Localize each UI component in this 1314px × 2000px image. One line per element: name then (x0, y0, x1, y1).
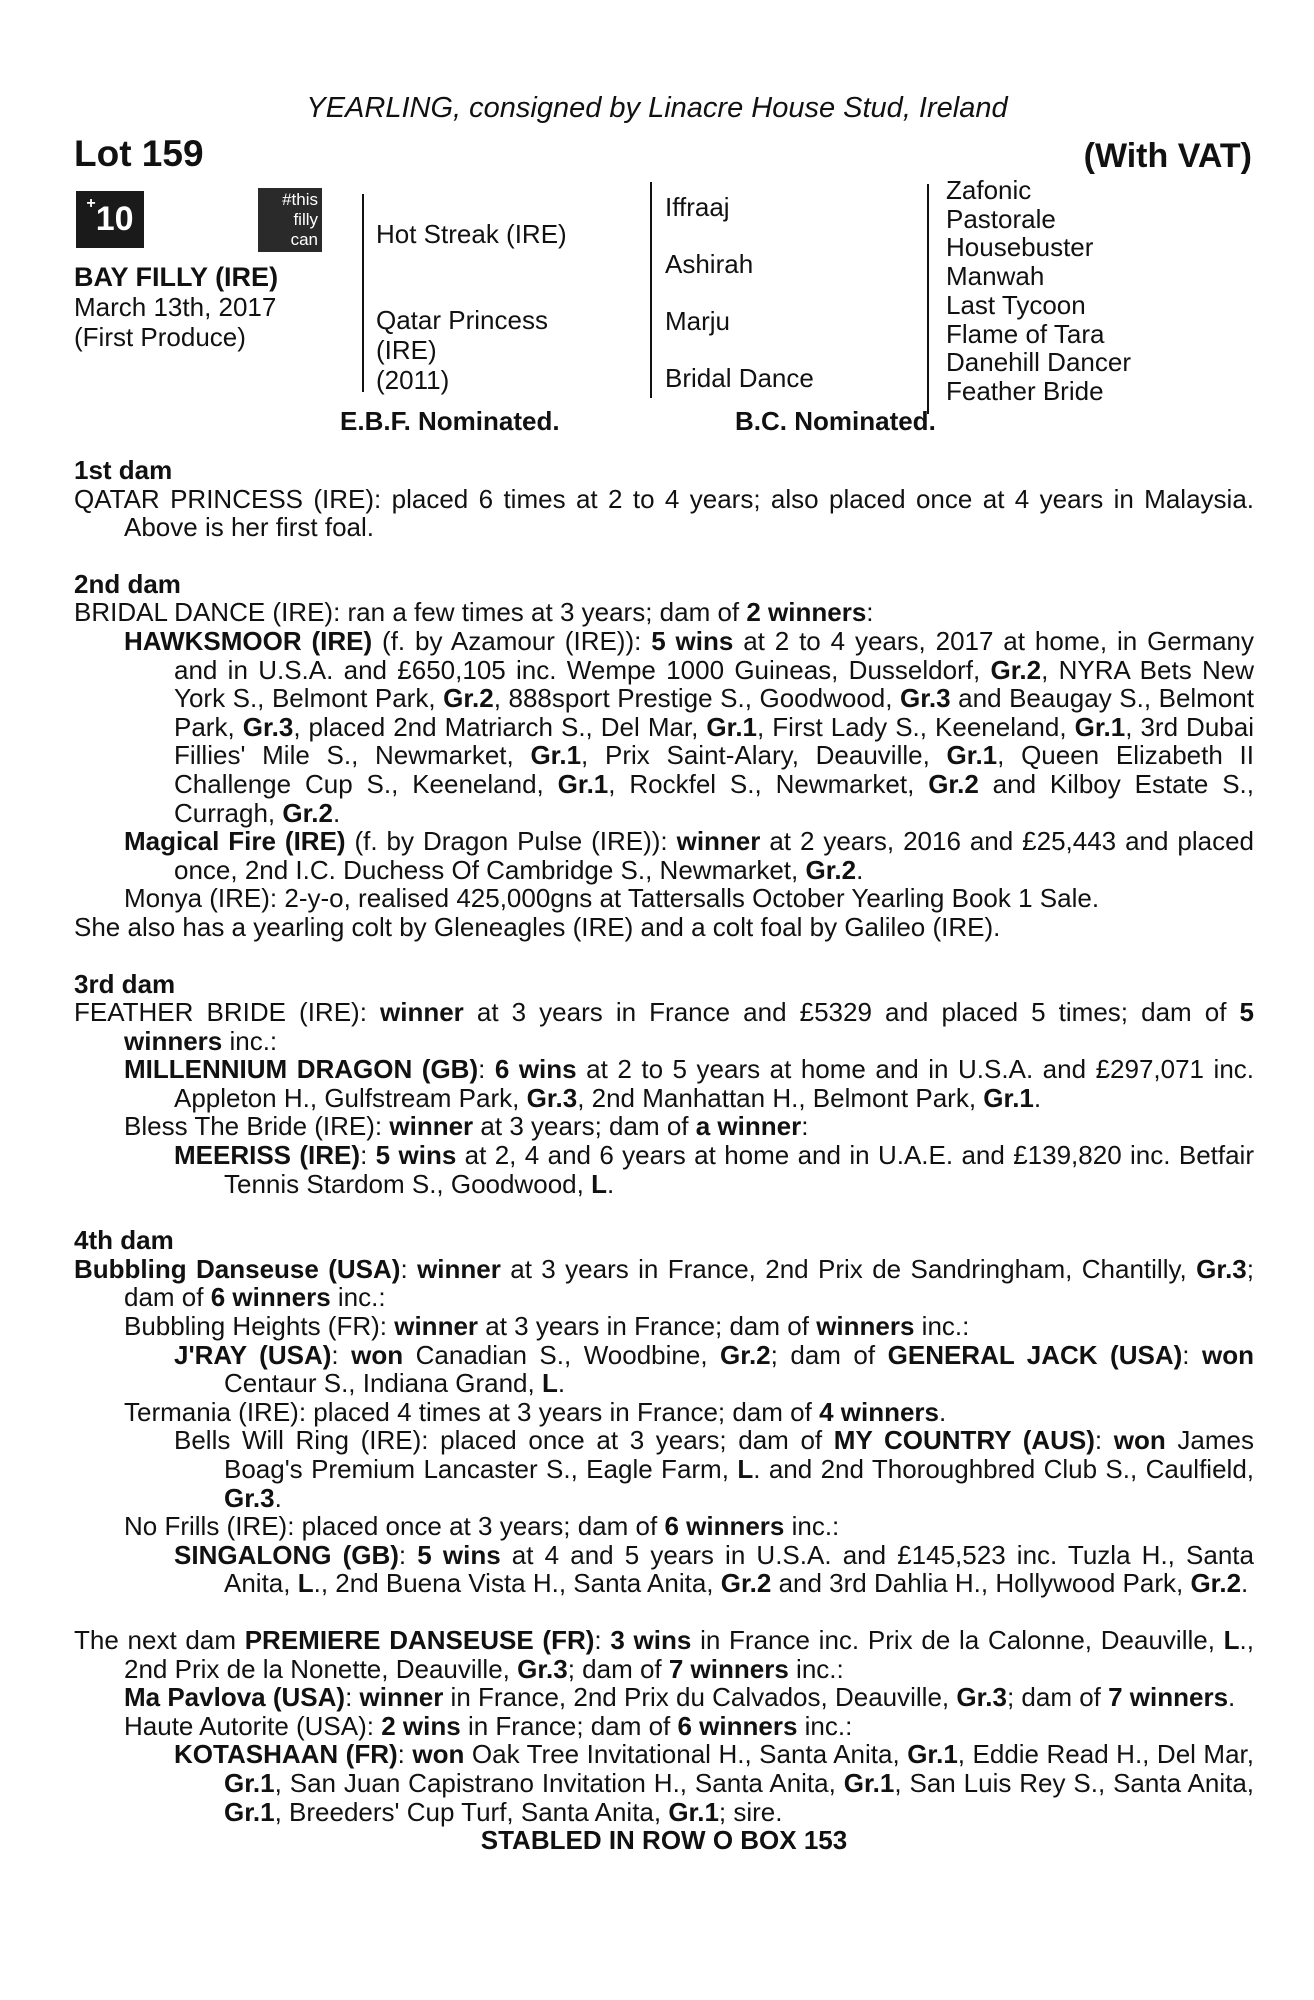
second-dam-heading: 2nd dam (74, 568, 181, 599)
ebf-nomination: E.B.F. Nominated. (340, 406, 560, 436)
pedigree-great-grandparents: Zafonic Pastorale Housebuster Manwah Last Tycoon Flame of Tara Danehill Dancer Feather Bride (946, 175, 1131, 406)
produce-jray: J'RAY (USA): won Canadian S., Woodbine, Gr.2; dam of GENERAL JACK (USA): won Centaur S., Indiana Grand, L. (174, 1339, 1255, 1399)
second-dam-also: She also has a yearling colt by Gleneagles (IRE) and a colt foal by Galileo (IRE). (74, 911, 1001, 942)
pedigree-dam: Qatar Princess (IRE) (2011) (376, 305, 548, 395)
produce-monya: Monya (IRE): 2-y-o, realised 425,000gns at Tattersalls October Yearling Book 1 Sale. (124, 883, 1100, 914)
this-filly-can-badge-icon: #this filly can (258, 188, 322, 252)
vat-status: (With VAT) (1083, 137, 1252, 175)
produce-magical-fire: Magical Fire (IRE) (f. by Dragon Pulse (IRE)): winner at 2 years, 2016 and £25,443 and placed once, 2nd I.C. Duchess Of Cambridge S., Newmarket, Gr.2. (124, 826, 1254, 885)
pedigree-bracket (650, 182, 652, 398)
horse-name: BAY FILLY (IRE) (74, 262, 279, 292)
pedigree-grandsire: Iffraaj (665, 192, 730, 222)
first-dam-text: QATAR PRINCESS (IRE): placed 6 times at 2 to 4 years; also placed once at 4 years in Malaysia. Above is her first foal. (74, 483, 1254, 543)
bc-nomination: B.C. Nominated. (735, 406, 936, 436)
third-dam-intro: FEATHER BRIDE (IRE): winner at 3 years in France and £5329 and placed 5 times; dam of 5 winners inc.: (74, 997, 1254, 1056)
fourth-dam-heading: 4th dam (74, 1225, 174, 1256)
produce-termania: Termania (IRE): placed 4 times at 3 years in France; dam of 4 winners. (124, 1396, 947, 1427)
produce-hawksmoor: HAWKSMOOR (IRE) (f. by Azamour (IRE)): 5 wins at 2 to 4 years, 2017 at home, in Germany and in U.S.A. and £650,105 inc. Wempe 1000 Guineas, Dusseldorf, Gr.2, NYRA Bets New York S., Belmont Park, Gr.2, 888sport Prestige S., Goodwood, Gr.3 and Beaugay S., Belmont Park, Gr.3, placed 2nd Matriarch S., Del Mar, Gr.1, First Lady S., Keeneland, Gr.1, 3rd Dubai Fillies' Mile S., Newmarket, Gr.1, Prix Saint-Alary, Deauville, Gr.1, Queen Elizabeth II Challenge Cup S., Keeneland, Gr.1, Rockfel S., Newmarket, Gr.2 and Kilboy Estate S., Curragh, Gr.2. (124, 625, 1255, 828)
second-dam-intro: BRIDAL DANCE (IRE): ran a few times at 3 years; dam of 2 winners: (74, 597, 874, 628)
produce-meeriss: MEERISS (IRE): 5 wins at 2, 4 and 6 years at home and in U.A.E. and £139,820 inc. Betfair Tennis Stardom S., Goodwood, L. (174, 1140, 1254, 1199)
produce-millennium-dragon: MILLENNIUM DRAGON (GB): 6 wins at 2 to 5 years at home and in U.S.A. and £297,071 inc. Appleton H., Gulfstream Park, Gr.3, 2nd Manhattan H., Belmont Park, Gr.1. (124, 1054, 1255, 1113)
produce-bless-the-bride: Bless The Bride (IRE): winner at 3 years; dam of a winner: (124, 1111, 809, 1142)
produce-singalong: SINGALONG (GB): 5 wins at 4 and 5 years in U.S.A. and £145,523 inc. Tuzla H., Santa Anita, L., 2nd Buena Vista H., Santa Anita, Gr.2 and 3rd Dahlia H., Hollywood Park, Gr.2. (174, 1539, 1254, 1599)
produce-bells-will-ring: Bells Will Ring (IRE): placed once at 3 years; dam of MY COUNTRY (AUS): won James Boag's Premium Lancaster S., Eagle Farm, L. and 2nd Thoroughbred Club S., Caulfield, Gr.3. (174, 1425, 1254, 1513)
produce-bubbling-heights: Bubbling Heights (FR): winner at 3 years in France; dam of winners inc.: (124, 1311, 970, 1342)
pedigree-bracket (362, 194, 364, 392)
produce-ma-pavlova: Ma Pavlova (USA): winner in France, 2nd Prix du Calvados, Deauville, Gr.3; dam of 7 winners. (124, 1682, 1236, 1713)
horse-info (74, 262, 278, 352)
plus10-badge-icon: +10 (76, 191, 144, 248)
stabling-info: STABLED IN ROW O BOX 153 (480, 1825, 848, 1856)
produce-kotashaan: KOTASHAAN (FR): won Oak Tree Invitational H., Santa Anita, Gr.1, Eddie Read H., Del Mar, Gr.1, San Juan Capistrano Invitation H., Santa Anita, Gr.1, San Luis Rey S., Santa Anita, Gr.1, Breeders' Cup Turf, Santa Anita, Gr.1; sire. (174, 1739, 1255, 1827)
pedigree-second-dam: Bridal Dance (665, 363, 814, 393)
lot-number: Lot 159 (74, 133, 204, 174)
fourth-dam-intro: Bubbling Danseuse (USA): winner at 3 years in France, 2nd Prix de Sandringham, Chantilly, Gr.3; dam of 6 winners inc.: (74, 1253, 1254, 1313)
consignor-line: YEARLING, consigned by Linacre House Stud, Ireland (306, 92, 1008, 124)
next-dam-intro: The next dam PREMIERE DANSEUSE (FR): 3 wins in France inc. Prix de la Calonne, Deauville, L., 2nd Prix de la Nonette, Deauville, Gr.3; dam of 7 winners inc.: (74, 1624, 1254, 1684)
pedigree-granddam: Ashirah (665, 249, 754, 279)
third-dam-heading: 3rd dam (74, 968, 176, 999)
pedigree-notes (74, 456, 1254, 1855)
pedigree-sire: Hot Streak (IRE) (376, 219, 567, 249)
produce-haute-autorite: Haute Autorite (USA): 2 wins in France; dam of 6 winners inc.: (124, 1710, 853, 1741)
pedigree-damsire: Marju (665, 306, 731, 336)
pedigree-bracket (927, 184, 929, 414)
produce-no-frills: No Frills (IRE): placed once at 3 years; dam of 6 winners inc.: (124, 1511, 840, 1542)
horse-dob: March 13th, 2017 (74, 292, 277, 322)
horse-produce: (First Produce) (74, 322, 246, 352)
first-dam-heading: 1st dam (74, 455, 173, 485)
